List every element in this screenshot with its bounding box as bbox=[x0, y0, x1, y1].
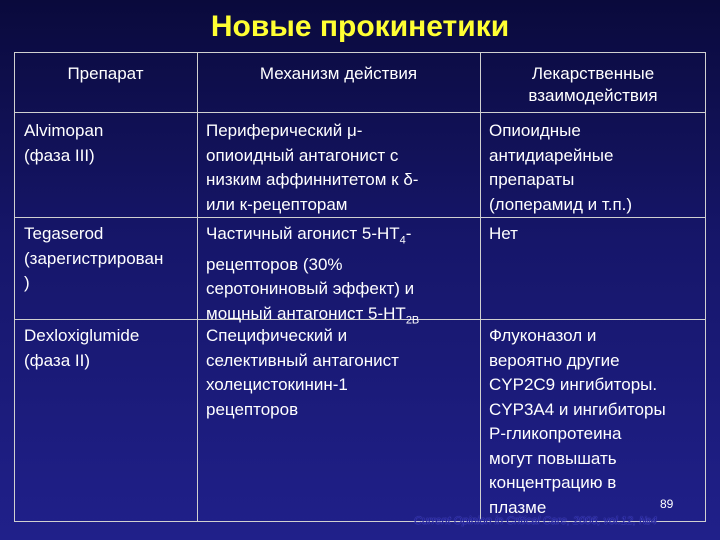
row-2-mechanism-text-4: мощный антагонист 5-НТ bbox=[206, 303, 406, 323]
column-divider-2 bbox=[480, 52, 481, 522]
header-interactions: Лекарственные взаимодействия bbox=[528, 64, 658, 105]
row-1-interactions: Опиоидные антидиарейные препараты (лоперамид и т.п.) bbox=[489, 121, 633, 214]
row-2-mechanism-sub-4: 2В bbox=[405, 314, 420, 327]
row-2-interactions: Нет bbox=[489, 224, 518, 243]
header-divider bbox=[14, 112, 706, 113]
row-2-mechanism-sub-1: 4 bbox=[399, 234, 406, 247]
row-divider-1 bbox=[14, 217, 706, 218]
row-2-mechanism-line-2: рецепторов (30% bbox=[206, 254, 343, 274]
row-2-mechanism-text-1: Частичный агонист 5-НТ bbox=[206, 224, 400, 243]
header-mechanism: Механизм действия bbox=[259, 64, 418, 83]
page-title: Новые прокинетики bbox=[210, 10, 510, 43]
row-2-mechanism-line-3: серотониновый эффект) и bbox=[206, 279, 415, 299]
row-2-mechanism bbox=[206, 222, 419, 333]
row-1-drug: Alvimopan (фаза III) bbox=[24, 121, 104, 165]
row-2-drug: Tegaserod (зарегистрирован ) bbox=[24, 224, 164, 292]
row-3-mechanism: Специфический и селективный антагонист холецистокинин-1 рецепторов bbox=[206, 326, 399, 419]
row-1-mechanism: Периферический μ- опиоидный антагонист с низким аффиннитетом к δ- или к-рецепторам bbox=[206, 121, 419, 214]
header-drug: Препарат bbox=[67, 64, 144, 83]
column-divider-1 bbox=[197, 52, 198, 522]
row-3-drug: Dexloxiglumide (фаза II) bbox=[24, 326, 140, 370]
page-number: 89 bbox=[660, 497, 674, 511]
row-2-mechanism-dash: - bbox=[405, 224, 412, 243]
source-citation: Current Opinion in Critical Care, 2006, vol.12, №4 bbox=[414, 515, 658, 527]
row-2-mechanism-line-1 bbox=[206, 222, 419, 253]
row-3-interactions: Флуконазол и вероятно другие CYP2C9 ингибиторы. CYP3A4 и ингибиторы Р-гликопротеина могут повышать концентрацию в плазме bbox=[489, 326, 666, 517]
